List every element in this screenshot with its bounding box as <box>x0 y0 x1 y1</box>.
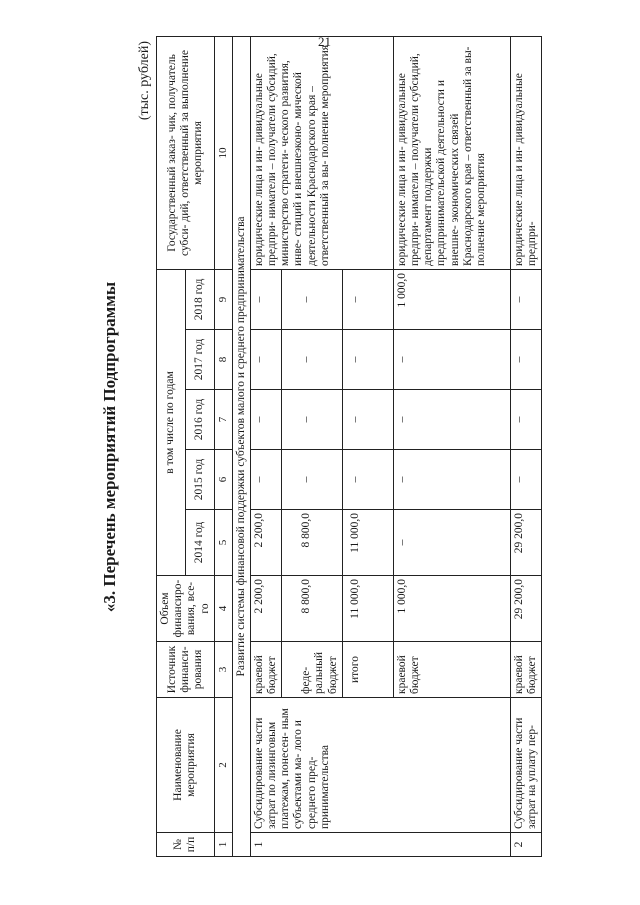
item1-2014-3: 11 000,0 <box>342 510 393 576</box>
item1-2016-1: – <box>250 390 281 450</box>
colnum-6: 6 <box>214 450 232 510</box>
page-title: «3. Перечень мероприятий Подпрограммы <box>100 281 119 613</box>
item1-2017-2: – <box>282 330 343 390</box>
item2-2016: – <box>510 390 541 450</box>
item1-2017-4: – <box>393 330 510 390</box>
header-volume: Объем финансиро- вания, все- го <box>157 576 215 642</box>
item1-2018-2: – <box>282 269 343 329</box>
item1-volume-3: 11 000,0 <box>342 576 393 642</box>
item1-volume-2: 8 800,0 <box>282 576 343 642</box>
colnum-1: 1 <box>214 833 232 857</box>
item1-2018-1: – <box>250 269 281 329</box>
section-row <box>232 36 250 856</box>
header-2015: 2015 год <box>185 450 214 510</box>
item1-2015-4: – <box>393 450 510 510</box>
page-number: 21 <box>318 34 331 49</box>
colnum-3: 3 <box>214 642 232 698</box>
item2-customer: юридические лица и ин- дивидуальные предпри- <box>510 36 541 269</box>
item1-2016-2: – <box>282 390 343 450</box>
item1-volume-4: 1 000,0 <box>393 576 510 642</box>
item1-2014-1: 2 200,0 <box>250 510 281 576</box>
colnum-5: 5 <box>214 510 232 576</box>
item2-2017: – <box>510 330 541 390</box>
header-name: Наименование мероприятия <box>157 698 215 833</box>
item1-row-regional <box>250 36 281 856</box>
item1-customer: юридические лица и ин- дивидуальные предпри- ниматели – получатели субсидий, министерство стратеги- ческого развития, инве- стиций и внешнеэконо- мической деятельности Краснодарского края – ответственный за вы- полнение мероприятия <box>250 36 393 269</box>
colnum-9: 9 <box>214 269 232 329</box>
header-2018: 2018 год <box>185 269 214 329</box>
item1-2014-4: – <box>393 510 510 576</box>
colnum-8: 8 <box>214 330 232 390</box>
header-num: № п/п <box>157 833 215 857</box>
item2-name: Субсидирование части затрат на уплату пер- <box>510 698 541 833</box>
header-row-1 <box>157 36 186 856</box>
item1-2015-2: – <box>282 450 343 510</box>
item1-2016-3: – <box>342 390 393 450</box>
colnum-2: 2 <box>214 698 232 833</box>
units-label: (тыс. рублей) <box>137 41 152 121</box>
item1-2017-1: – <box>250 330 281 390</box>
item1-source-4: краевой бюджет <box>393 642 510 698</box>
item1-2015-3: – <box>342 450 393 510</box>
item2-volume: 29 200,0 <box>510 576 541 642</box>
column-number-row <box>214 36 232 856</box>
colnum-4: 4 <box>214 576 232 642</box>
item1-source-1: краевой бюджет <box>250 642 281 698</box>
section-title: Развитие системы финансовой поддержки субъектов малого и среднего предпринимательства <box>232 36 250 856</box>
item1-source-2: феде- ральный бюджет <box>282 642 343 698</box>
header-2014: 2014 год <box>185 510 214 576</box>
item1-2018-4: 1 000,0 <box>393 269 510 329</box>
item1-2018-3: – <box>342 269 393 329</box>
header-customer: Государственный заказ- чик, получатель субси- дий, ответственный за выполнение мероприятия <box>157 36 215 269</box>
measures-table <box>156 36 542 857</box>
item2-2015: – <box>510 450 541 510</box>
item2-num: 2 <box>510 833 541 857</box>
rotated-content <box>100 37 600 857</box>
item1-2014-2: 8 800,0 <box>282 510 343 576</box>
item1-2016-4: – <box>393 390 510 450</box>
header-2017: 2017 год <box>185 330 214 390</box>
item1-name: Субсидирование части затрат по лизинговым платежам, понесен- ным субъектами ма- лого и среднего пред- принимательства <box>250 698 510 833</box>
item1-source-3: итого <box>342 642 393 698</box>
item2-source: краевой бюджет <box>510 642 541 698</box>
item1-volume-1: 2 200,0 <box>250 576 281 642</box>
header-by-year: в том числе по годам <box>157 269 186 575</box>
colnum-10: 10 <box>214 36 232 269</box>
item1-2015-1: – <box>250 450 281 510</box>
header-source: Источник финанси- рования <box>157 642 215 698</box>
item2-2014: 29 200,0 <box>510 510 541 576</box>
item1-2017-3: – <box>342 330 393 390</box>
colnum-7: 7 <box>214 390 232 450</box>
item2-2018: – <box>510 269 541 329</box>
header-2016: 2016 год <box>185 390 214 450</box>
item1-extra-customer: юридические лица и ин- дивидуальные предпри- ниматели – получатели субсидий, департамент поддержки предпринимательской деятельности и внешне- экономических связей Краснодарского края – ответственный за вы- полнение мероприятия <box>393 36 510 269</box>
item1-num: 1 <box>250 833 510 857</box>
item2-row <box>510 36 541 856</box>
